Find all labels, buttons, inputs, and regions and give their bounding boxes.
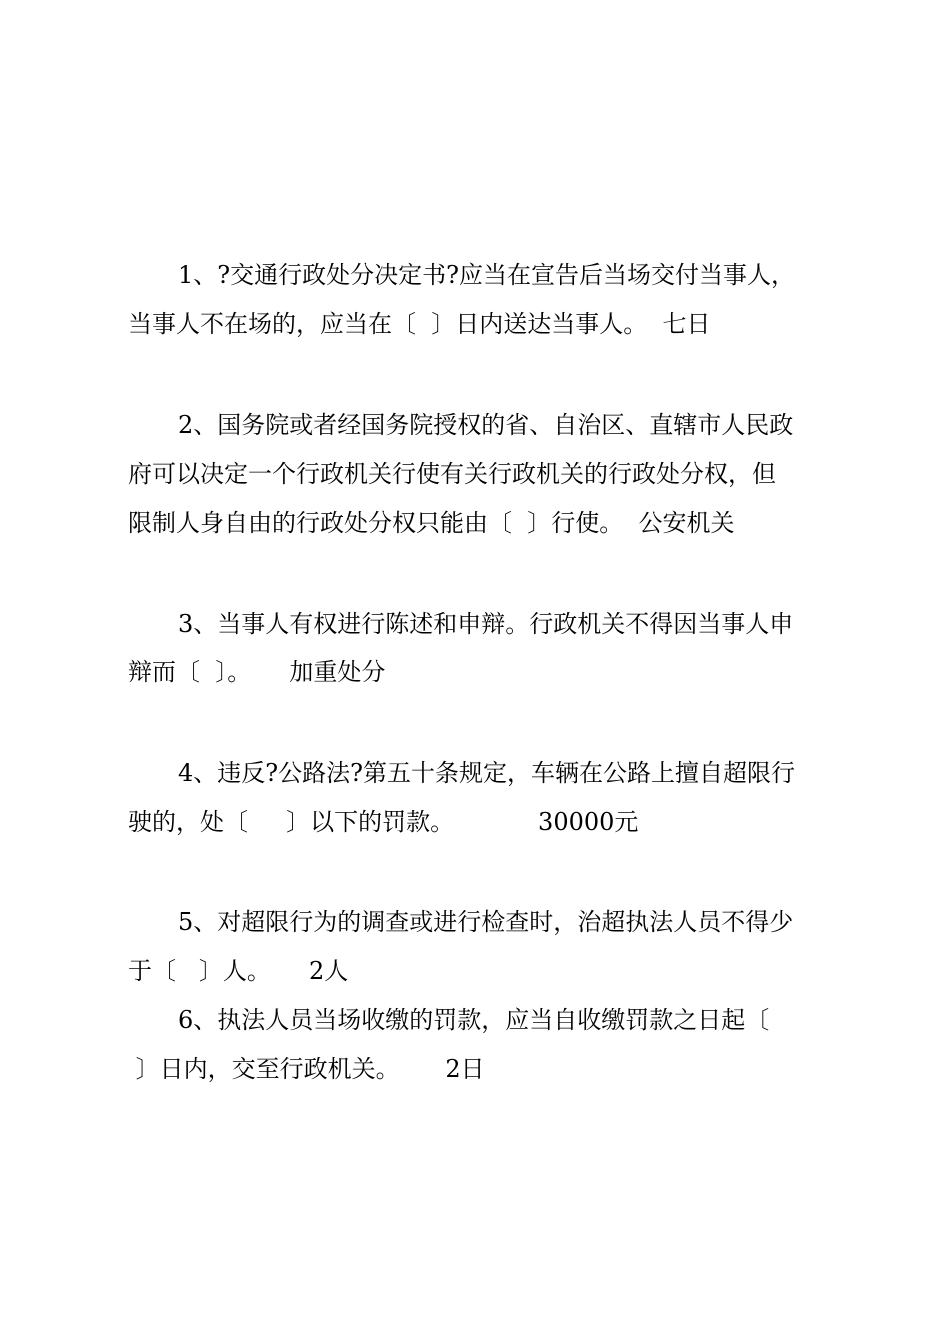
question-2-line-3: 限制人身自由的行政处分权只能由〔 〕行使。 公安机关 xyxy=(128,509,735,537)
question-6-line-1: 6、执法人员当场收缴的罚款，应当自收缴罚款之日起〔 xyxy=(178,1006,770,1034)
question-5-line-1: 5、对超限行为的调查或进行检查时，治超执法人员不得少 xyxy=(178,908,794,936)
question-1-line-2: 当事人不在场的，应当在〔 〕日内送达当事人。 七日 xyxy=(128,310,711,338)
question-2-line-2: 府可以决定一个行政机关行使有关行政机关的行政处分权，但 xyxy=(128,460,776,488)
question-6-line-2: 〕日内，交至行政机关。 2日 xyxy=(128,1055,485,1083)
question-3-line-1: 3、当事人有权进行陈述和申辩。行政机关不得因当事人申 xyxy=(178,610,794,638)
question-1-line-1: 1、?交通行政处分决定书?应当在宣告后当场交付当事人， xyxy=(178,261,796,289)
question-4-line-2: 驶的，处〔 〕以下的罚款。 30000元 xyxy=(128,808,639,836)
question-5-line-2: 于〔 〕人。 2人 xyxy=(128,957,349,985)
question-4-line-1: 4、违反?公路法?第五十条规定，车辆在公路上擅自超限行 xyxy=(178,759,796,787)
question-3-line-2: 辩而〔 〕。 加重处分 xyxy=(128,658,386,686)
question-2-line-1: 2、国务院或者经国务院授权的省、自治区、直辖市人民政 xyxy=(178,411,794,439)
